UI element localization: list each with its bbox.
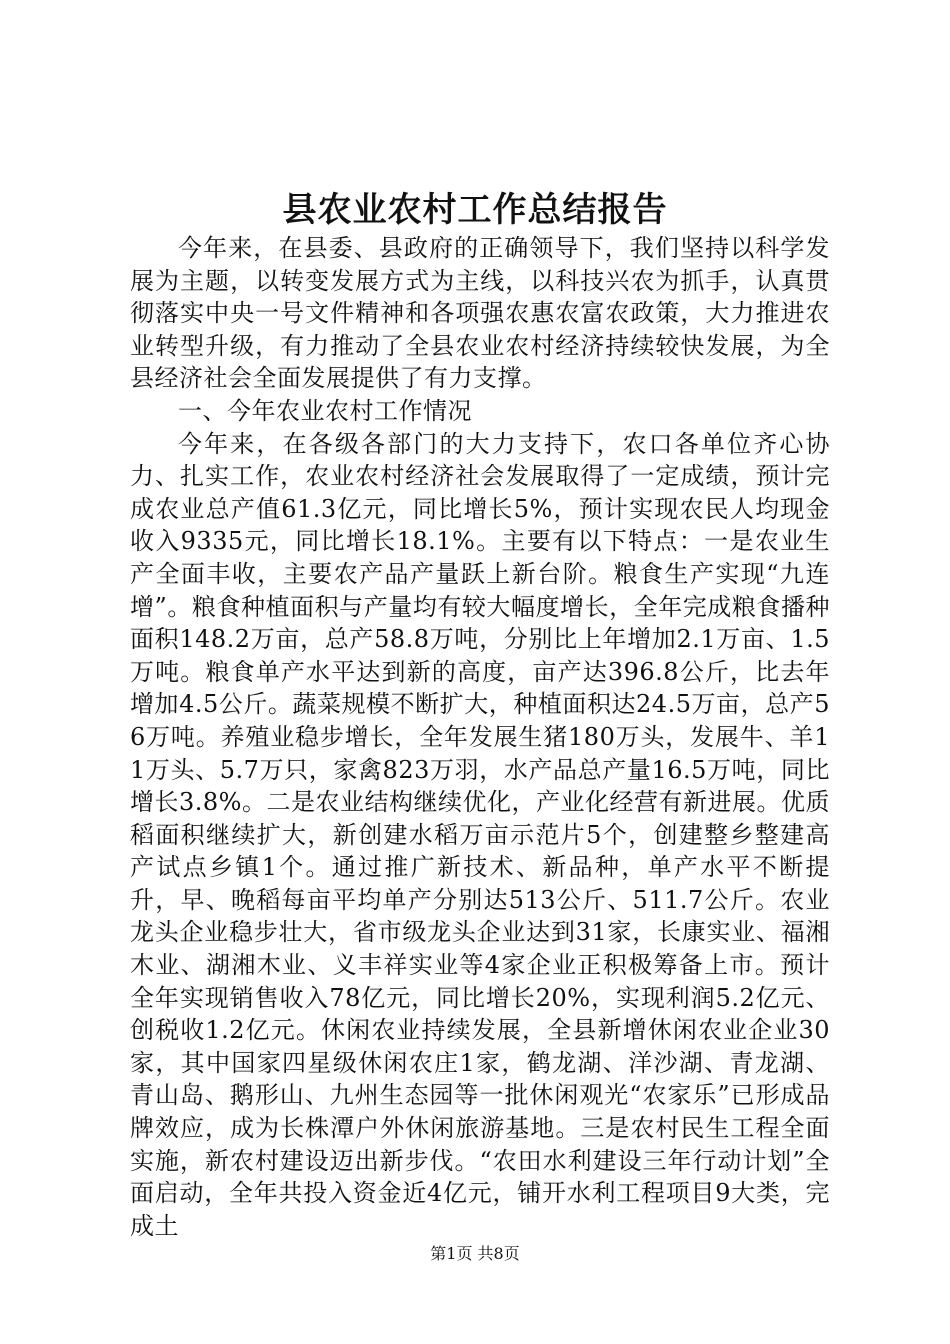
paragraph-work-status: 今年来，在各级各部门的大力支持下，农口各单位齐心协力、扎实工作，农业农村经济社会发展取得了一定成绩，预计完成农业总产值61.3亿元，同比增长5%，预计实现农民人均现金收入9335元，同比增长18.1%。主要有以下特点：一是农业生产全面丰收，主要农产品产量跃上新台阶。粮食生产实现“九连增”。粮食种植面积与产量均有较大幅度增长，全年完成粮食播种面积148.2万亩，总产58.8万吨，分别比上年增加2.1万亩、1.5万吨。粮食单产水平达到新的高度，亩产达396.8公斤，比去年增加4.5公斤。蔬菜规模不断扩大，种植面积达24.5万亩，总产56万吨。养殖业稳步增长，全年发展生猪180万头，发展牛、羊11万头、5.7万只，家禽823万羽，水产品总产量16.5万吨，同比增长3.8%。二是农业结构继续优化，产业化经营有新进展。优质稻面积继续扩大，新创建水稻万亩示范片5个，创建整乡整建高产试点乡镇1个。通过推广新技术、新品种，单产水平不断提升，早、晚稻每亩平均单产分别达513公斤、511.7公斤。农业龙头企业稳步壮大，省市级龙头企业达到31家，长康实业、福湘木业、湖湘木业、义丰祥实业等4家企业正积极筹备上市。预计全年实现销售收入78亿元，同比增长20%，实现利润5.2亿元、创税收1.2亿元。休闲农业持续发展，全县新增休闲农业企业30家，其中国家四星级休闲农庄1家，鹤龙湖、洋沙湖、青龙湖、青山岛、鹅形山、九州生态园等一批休闲观光“农家乐”已形成品牌效应，成为长株潭户外休闲旅游基地。三是农村民生工程全面实施，新农村建设迈出新步伐。“农田水利建设三年行动计划”全面启动，全年共投入资金近4亿元，铺开水利工程项目9大类，完成土 <box>130 429 830 1240</box>
document-title: 县农业农村工作总结报告 <box>282 190 668 230</box>
section-heading: 一、今年农业农村工作情况 <box>178 396 472 425</box>
page-number-footer: 第1页 共8页 <box>430 1244 520 1263</box>
paragraph-intro: 今年来，在县委、县政府的正确领导下，我们坚持以科学发展为主题，以转变发展方式为主线，以科技兴农为抓手，认真贯彻落实中央一号文件精神和各项强农惠农富农政策，大力推进农业转型升级，有力推动了全县农业农村经济持续较快发展，为全县经济社会全面发展提供了有力支撑。 <box>130 234 830 393</box>
document-body <box>130 232 830 1242</box>
